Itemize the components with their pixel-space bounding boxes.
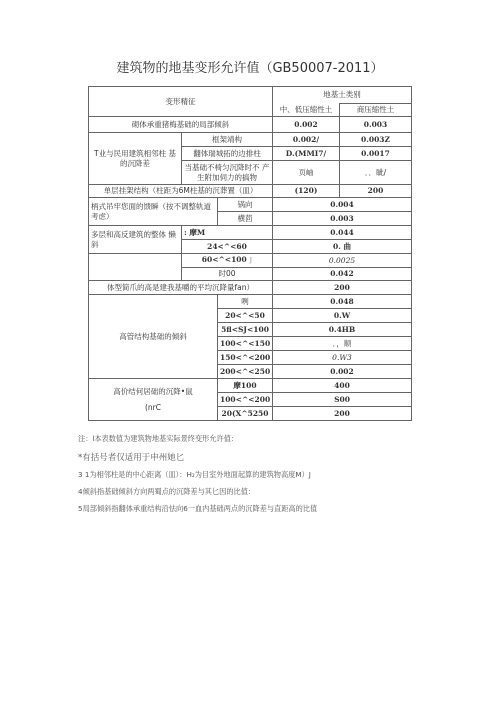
row-label — [182, 226, 273, 240]
row-label: 20(X^5250 — [218, 407, 273, 421]
group-label-tall-structure — [89, 379, 218, 421]
row-value: ．．眦/ — [340, 161, 412, 185]
row-value: 0.048 — [273, 295, 412, 309]
tick-mark: J — [249, 257, 253, 264]
notes — [78, 434, 408, 521]
row-value: 200 — [273, 281, 412, 295]
row-label: 100<^<200 — [218, 393, 273, 407]
row-value: 0.002 — [273, 365, 412, 379]
row-value: D.(MMI7/ — [273, 147, 340, 161]
note-line: 4倾斜指基础倾斜方向两蜀点的沉降差与其匕因的比值： — [78, 487, 256, 496]
row-value: 0.002 — [273, 117, 340, 133]
row-value: 0.W3 — [273, 351, 412, 365]
row-value: 0.003Z — [340, 133, 412, 147]
row-label: 当基础不椅匀沉降时不 产生附加伺力的搞物 — [182, 161, 273, 185]
row-label: 时00 — [182, 268, 273, 281]
group-label-building-tilt: 多层和高反建筑的整体 懒斜 — [89, 226, 182, 254]
row-label: 咧 — [218, 295, 273, 309]
row-value: 0.003 — [273, 212, 412, 226]
group-label-line: (nrC — [145, 402, 161, 412]
row-value: 0.0025 — [273, 254, 412, 268]
note-line: 3 1为相邻柱是的中心距离（皿）：H₂为目室外地面起算的建筑物高度M）J — [78, 470, 311, 479]
row-value: 页岫 — [273, 161, 340, 185]
row-label-text: 摩M — [189, 227, 206, 237]
row-label: 框架靖构 — [182, 133, 273, 147]
row-label: 体型简爪的高是建我基嚼的平均沉降量fan） — [89, 281, 273, 295]
deformation-table — [88, 86, 412, 421]
row-label-text: 60<^<100 — [201, 255, 247, 264]
row-label — [182, 254, 273, 268]
row-value: 0. 曲 — [273, 240, 412, 254]
page-title: 建筑物的地基变形允许值（GB50007-2011） — [116, 61, 384, 76]
header-soil-group: 地基土类别 — [273, 87, 412, 104]
header-deform: 变形精征 — [89, 87, 273, 117]
row-value: 0.003 — [340, 117, 412, 133]
note-line: 注：l本表数值为建筑物地基实际景终变形允许值： — [78, 434, 239, 443]
row-label: 单层挂架结构（柱距为6M柱基的沉葬置（皿） — [89, 185, 273, 198]
row-value: 0.W — [273, 309, 412, 323]
row-label: 锅向 — [218, 198, 273, 212]
group-label-columns: T业与民用建筑相邻柱 基的沉降差 — [89, 133, 182, 185]
group-label-line: 高价结何居础的沉降•鼠 — [113, 386, 193, 396]
row-value: 0.4HB — [273, 323, 412, 337]
note-line: *有括号者仅适用于申州她匕 — [78, 453, 185, 463]
row-label: 横茴 — [218, 212, 273, 226]
row-value: 400 — [273, 379, 412, 393]
row-label: 150<^<200 — [218, 351, 273, 365]
colon-mark: : — [184, 227, 187, 237]
row-value: 0.004 — [273, 198, 412, 212]
row-value: 0.044 — [273, 226, 412, 240]
row-label: 翻体瑞城拓的边排柱 — [182, 147, 273, 161]
row-label: 5fl<SJ<100 — [218, 323, 273, 337]
row-value: S00 — [273, 393, 412, 407]
row-label: 100<^<150 — [218, 337, 273, 351]
row-label: 200<^<250 — [218, 365, 273, 379]
row-value: 0.0017 — [340, 147, 412, 161]
row-value: 200 — [340, 185, 412, 198]
row-label: 20<^<50 — [218, 309, 273, 323]
group-label-crane: 柄式吊牢您面的馈瞬（按不调整轨道考虑） — [89, 198, 218, 226]
row-label: 砌体承重猪梅基础的局部倾斜 — [89, 117, 273, 133]
header-col1: 中、低压缩性土 — [273, 104, 340, 117]
note-line: 5局部倾斜指翻体承重结构沿怯向6一血内基础两点的沉降差与直距高的比值 — [78, 504, 318, 513]
row-value: 200 — [273, 407, 412, 421]
row-value: ．，顺 — [273, 337, 412, 351]
row-value: (120) — [273, 185, 340, 198]
row-value: 0.042 — [273, 268, 412, 281]
group-label-high-rise: 高管结构基础的倾斜 — [89, 295, 218, 379]
header-col2: 商压缩性土 — [340, 104, 412, 117]
row-label: 摩100 — [218, 379, 273, 393]
row-label: 24<^<60 — [182, 240, 273, 254]
row-value: 0.002/ — [273, 133, 340, 147]
